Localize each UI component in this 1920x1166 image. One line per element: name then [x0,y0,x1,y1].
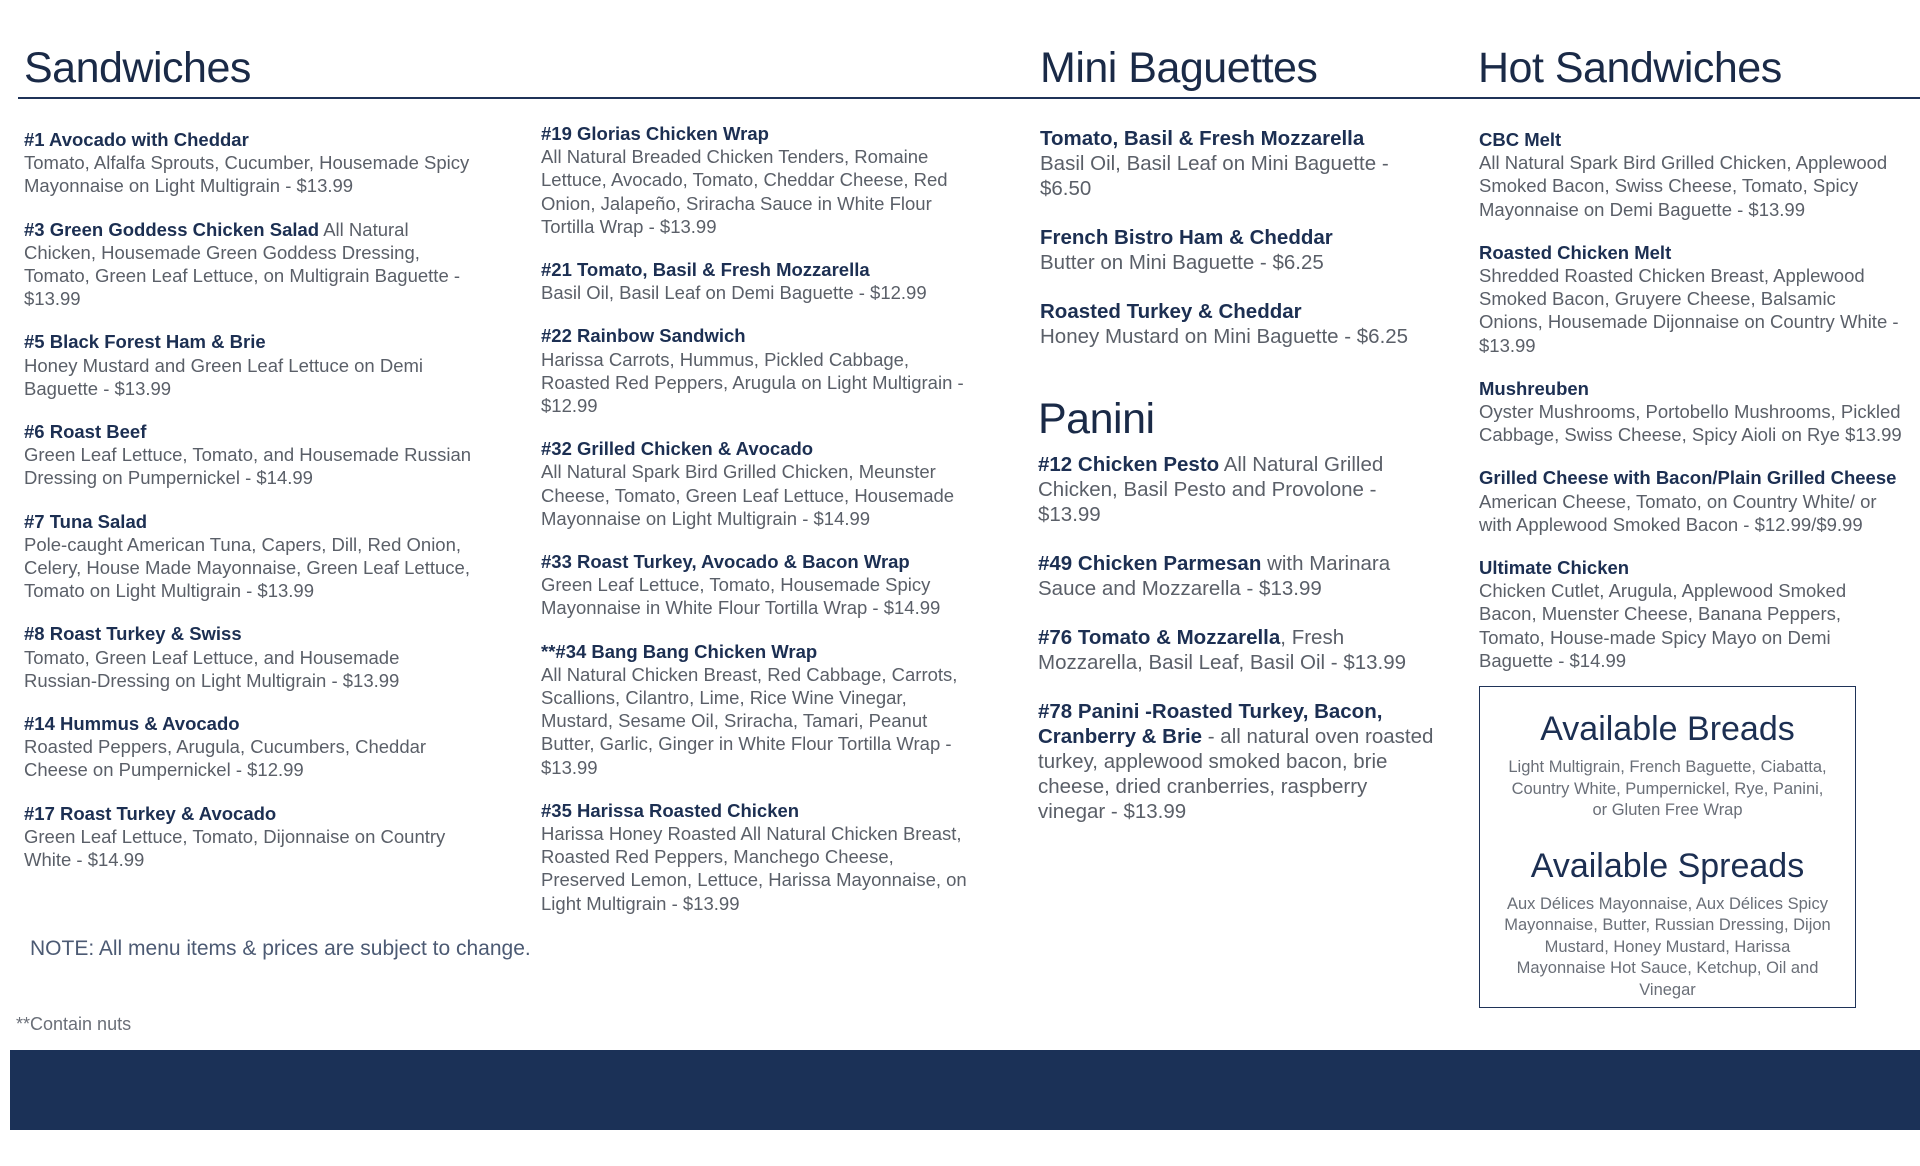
menu-item [1479,377,1904,447]
item-desc: Butter on Mini Baguette - $6.25 [1040,251,1324,274]
menu-item [1040,126,1440,201]
item-desc: All Natural Chicken Breast, Red Cabbage, Carrots, Scallions, Cilantro, Lime, Rice Wine Vinegar, Mustard, Sesame Oil, Sriracha, Tamari, Peanut Butter, Garlic, Ginger in White Flour Tortilla Wrap - $13.99 [541,663,958,778]
item-desc: All Natural Spark Bird Grilled Chicken, Meunster Cheese, Tomato, Green Leaf Lettuce, Housemade Mayonnaise on Light Multigrain - $14.99 [541,461,955,529]
item-name: #5 Black Forest Ham & Brie [24,331,266,353]
item-desc: All Natural Grilled Chicken, Basil Pesto and Provolone - $13.99 [1038,453,1384,526]
item-desc: Oyster Mushrooms, Portobello Mushrooms, Pickled Cabbage, Swiss Cheese, Spicy Aioli on Rye $13.99 [1479,401,1902,446]
menu-item: #76 Tomato & Mozzarella, Fresh Mozzarella, Basil Leaf, Basil Oil - $13.99 [1038,626,1407,674]
item-name: #17 Roast Turkey & Avocado [24,802,277,824]
item-desc: Harissa Honey Roasted All Natural Chicken Breast, Roasted Red Peppers, Manchego Cheese, Preserved Lemon, Lettuce, Harissa Mayonnaise, on Light Multigrain - $13.99 [541,823,967,914]
menu-item [541,799,981,915]
item-name: Roasted Chicken Melt [1479,241,1672,263]
item-name: #76 Tomato & Mozzarella [1038,626,1281,649]
item-name: **#34 Bang Bang Chicken Wrap [541,640,818,662]
breads-text: Light Multigrain, French Baguette, Ciabatta, Country White, Pumpernickel, Rye, Panini, or Gluten Free Wrap [1508,758,1827,819]
panini-column [1038,452,1438,848]
item-desc: Fresh Mozzarella, Basil Leaf, Basil Oil - $13.99 [1038,626,1407,674]
item-name: #22 Rainbow Sandwich [541,325,746,347]
mini-baguettes-column [1040,126,1440,373]
item-name: Roasted Turkey & Cheddar [1040,300,1302,323]
item-desc: Honey Mustard and Green Leaf Lettuce on Demi Baguette - $13.99 [24,354,424,399]
menu-item [1479,128,1904,221]
spreads-text: Aux Délices Mayonnaise, Aux Délices Spicy Mayonnaise, Butter, Russian Dressing, Dijon Mustard, Honey Mustard, Harissa Mayonnaise Hot Sauce, Ketchup, Oil and Vinegar [1504,894,1831,999]
price-change-note: NOTE: All menu items & prices are subject to change. [30,937,531,960]
menu-item [1038,551,1438,601]
item-name: Tomato, Basil & Fresh Mozzarella [1040,127,1365,150]
item-name: #3 Green Goddess Chicken Salad [24,218,320,240]
nuts-note: **Contain nuts [16,1014,132,1034]
item-name: #8 Roast Turkey & Swiss [24,623,242,645]
menu-item [541,550,981,620]
menu-item [24,712,474,782]
item-desc: Green Leaf Lettuce, Tomato, Housemade Spicy Mayonnaise in White Flour Tortilla Wrap - $14.99 [541,574,941,619]
item-desc: Basil Oil, Basil Leaf on Mini Baguette - $6.50 [1040,152,1389,200]
breads-title: Available Breads [1540,710,1795,748]
item-desc: Roasted Peppers, Arugula, Cucumbers, Cheddar Cheese on Pumpernickel - $12.99 [24,736,427,781]
section-title-hot-sandwiches: Hot Sandwiches [1478,44,1782,92]
item-name: Grilled Cheese with Bacon/Plain Grilled Cheese [1479,467,1897,489]
menu-item [541,640,981,779]
section-title-sandwiches: Sandwiches [24,44,251,92]
item-name: #12 Chicken Pesto [1038,453,1220,476]
menu-item [1038,699,1438,824]
item-desc: Pole-caught American Tuna, Capers, Dill, Red Onion, Celery, House Made Mayonnaise, Green Leaf Lettuce, Tomato on Light Multigrain - $13.99 [24,533,470,602]
menu-item [24,802,474,872]
item-desc: Harissa Carrots, Hummus, Pickled Cabbage, Roasted Red Peppers, Arugula on Light Multigrain - $12.99 [541,348,964,417]
menu-item [24,510,474,603]
menu-item [1479,241,1904,357]
spreads-title: Available Spreads [1530,846,1805,885]
footer-bar [10,1050,1920,1130]
breads-spreads-box [1479,686,1856,1008]
sandwiches-column-left [24,128,474,891]
item-name: #21 Tomato, Basil & Fresh Mozzarella [541,259,870,281]
menu-item [24,218,474,311]
item-name: #32 Grilled Chicken & Avocado [541,438,814,460]
menu-item [1040,299,1440,349]
section-title-mini-baguettes: Mini Baguettes [1040,44,1318,92]
menu-item [1038,452,1438,527]
menu-item [1479,556,1904,672]
item-desc: All Natural Spark Bird Grilled Chicken, Applewood Smoked Bacon, Swiss Cheese, Tomato, Spicy Mayonnaise on Demi Baguette - $13.99 [1479,152,1888,220]
item-desc: All Natural Chicken, Housemade Green Goddess Dressing, Tomato, Green Leaf Lettuce, on Multigrain Baguette - $13.99 [24,218,461,310]
item-desc: Green Leaf Lettuce, Tomato, Dijonnaise on Country White - $14.99 [24,825,446,871]
header-divider [18,97,1920,99]
item-desc: Honey Mustard on Mini Baguette - $6.25 [1040,325,1409,348]
item-name: #14 Hummus & Avocado [24,713,240,735]
item-name: #7 Tuna Salad [24,510,148,532]
item-desc: All Natural Breaded Chicken Tenders, Romaine Lettuce, Avocado, Tomato, Cheddar Cheese, Red Onion, Jalapeño, Sriracha Sauce in White Flour Tortilla Wrap - $13.99 [541,146,948,237]
item-name: #78 Panini -Roasted Turkey, Bacon, Cranberry & Brie [1038,700,1383,748]
sandwiches-column-middle [541,122,981,935]
item-name: #49 Chicken Parmesan [1038,552,1262,575]
item-name: #33 Roast Turkey, Avocado & Bacon Wrap [541,551,910,573]
menu-item [24,330,474,400]
item-desc: American Cheese, Tomato, on Country White/ or with Applewood Smoked Bacon - $12.99/$9.99 [1479,490,1877,535]
item-desc: Tomato, Alfalfa Sprouts, Cucumber, Housemade Spicy Mayonnaise on Light Multigrain - $13.99 [24,152,470,197]
item-name: #6 Roast Beef [24,421,147,443]
item-name: Mushreuben [1479,377,1589,399]
item-desc: - all natural oven roasted turkey, applewood smoked bacon, brie cheese, dried cranberries, raspberry vinegar - $13.99 [1038,725,1434,823]
menu-item [24,128,474,198]
menu-item [541,122,981,238]
hot-sandwiches-column [1479,128,1904,672]
item-desc: Green Leaf Lettuce, Tomato, and Housemade Russian Dressing on Pumpernickel - $14.99 [24,444,472,489]
menu-item [24,622,474,692]
item-desc: Basil Oil, Basil Leaf on Demi Baguette - $12.99 [541,282,927,304]
menu-item [541,437,981,530]
item-name: Ultimate Chicken [1479,557,1630,579]
item-desc: Chicken Cutlet, Arugula, Applewood Smoked Bacon, Muenster Cheese, Banana Peppers, Tomato, House-made Spicy Mayo on Demi Baguette - $14.99 [1479,580,1847,671]
item-desc: with Marinara Sauce and Mozzarella - $13.99 [1038,552,1391,600]
menu-item [1479,466,1904,536]
item-name: #35 Harissa Roasted Chicken [541,799,800,821]
menu-item [541,324,981,417]
item-desc: Shredded Roasted Chicken Breast, Applewood Smoked Bacon, Gruyere Cheese, Balsamic Onions, Housemade Dijonnaise on Country White - $13.99 [1479,265,1899,356]
menu-item [24,420,474,490]
item-name: #19 Glorias Chicken Wrap [541,123,769,144]
menu-item [541,258,981,304]
item-desc: Tomato, Green Leaf Lettuce, and Housemade Russian-Dressing on Light Multigrain - $13.99 [24,646,400,691]
item-name: French Bistro Ham & Cheddar [1040,226,1333,249]
menu-item [1040,225,1440,275]
section-title-panini: Panini [1038,395,1155,443]
item-name: CBC Melt [1479,129,1562,150]
item-name: #1 Avocado with Cheddar [24,129,249,150]
